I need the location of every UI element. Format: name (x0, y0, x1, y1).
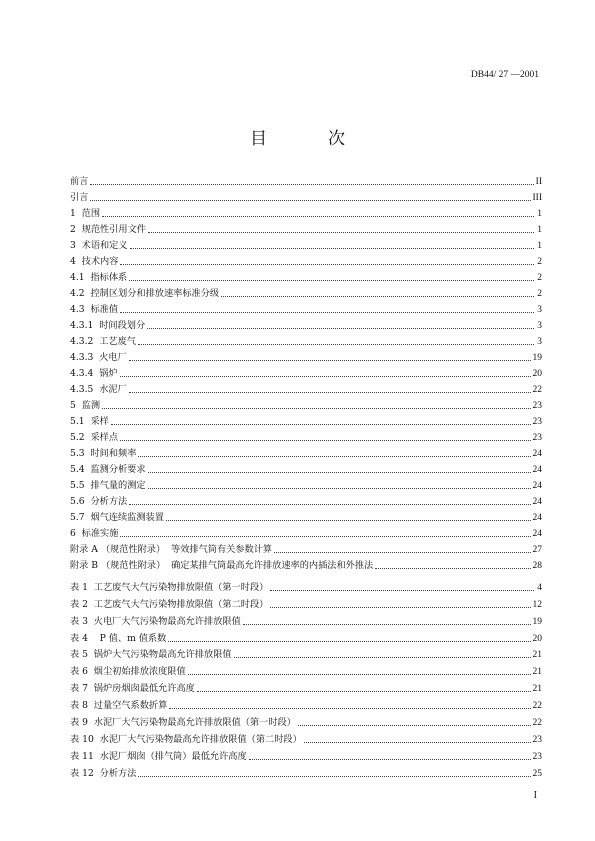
entry-page-number: 25 (532, 768, 542, 779)
toc-entry[interactable] (70, 556, 542, 572)
dot-leader (197, 691, 531, 692)
entry-label: 4.3.4 锅炉 (70, 368, 118, 379)
toc-entry[interactable] (70, 428, 542, 444)
entry-label: 表 11 水泥厂烟囱（排气筒）最低允许高度 (70, 750, 247, 762)
entry-page-number: 21 (532, 684, 542, 695)
entry-page-number: 3 (537, 305, 542, 315)
toc-entry[interactable] (70, 188, 542, 204)
dot-leader (148, 232, 534, 233)
entry-page-number: 19 (532, 353, 542, 363)
entry-label: 表 9 水泥厂大气污染物最高允许排放限值（第一时段） (70, 717, 296, 729)
toc-entry[interactable] (70, 380, 542, 396)
entry-label: 4.3.3 火电厂 (70, 352, 127, 363)
entry-page-number: 28 (532, 561, 542, 571)
dot-leader (129, 392, 531, 393)
entry-page-number: 27 (532, 545, 542, 555)
entry-label: 附录 B （规范性附录） 确定某排气筒最高允许排放速率的内插法和外推法 (70, 560, 374, 571)
dot-leader (120, 376, 531, 377)
dot-leader (304, 742, 531, 743)
toc-entry[interactable] (70, 364, 542, 380)
table-list-entry[interactable] (70, 611, 542, 628)
dot-leader (130, 248, 534, 249)
toc-entry[interactable] (70, 396, 542, 412)
entry-page-number: 24 (532, 465, 542, 475)
dot-leader (138, 776, 530, 777)
entry-label: 5.3 时间和频率 (70, 448, 137, 459)
dot-leader (120, 312, 534, 313)
entry-page-number: 1 (537, 241, 542, 251)
dot-leader (120, 440, 530, 441)
toc-entry[interactable] (70, 236, 542, 252)
entry-label: 5.7 烟气连续监测装置 (70, 512, 164, 523)
page-title: 目 次 (250, 129, 367, 149)
table-list-entry[interactable] (70, 729, 542, 746)
dot-leader (298, 725, 531, 726)
dot-leader (234, 657, 531, 658)
toc-entry[interactable] (70, 172, 542, 188)
entry-label: 5 监测 (70, 400, 101, 411)
entry-page-number: II (535, 177, 542, 187)
entry-page-number: 1 (537, 209, 542, 219)
dot-leader (102, 408, 530, 409)
entry-label: 5.4 监测分析要求 (70, 464, 146, 475)
entry-label: 3 术语和定义 (70, 240, 128, 251)
entry-page-number: 22 (532, 385, 542, 395)
dot-leader (274, 552, 530, 553)
entry-label: 表 12 分析方法 (70, 767, 137, 779)
entry-label: 前言 (70, 176, 89, 187)
entry-page-number: 3 (537, 337, 542, 347)
entry-label: 4.3 标准值 (70, 304, 119, 315)
entry-page-number: 2 (537, 257, 542, 267)
dot-leader (375, 568, 530, 569)
toc-entry[interactable] (70, 204, 542, 220)
dot-leader (129, 504, 530, 505)
entry-page-number: 24 (532, 513, 542, 523)
table-of-contents (70, 172, 542, 572)
dot-leader (249, 759, 531, 760)
toc-entry[interactable] (70, 524, 542, 540)
entry-label: 5.1 采样 (70, 416, 109, 427)
entry-label: 6 标准实施 (70, 528, 119, 539)
toc-entry[interactable] (70, 540, 542, 556)
entry-page-number: 3 (537, 321, 542, 331)
entry-label: 表 7 锅炉房烟囱最低允许高度 (70, 683, 195, 695)
entry-page-number: 23 (532, 401, 542, 411)
toc-entry[interactable] (70, 508, 542, 524)
entry-page-number: 2 (537, 273, 542, 283)
entry-page-number: 21 (532, 650, 542, 661)
entry-label: 表 4 P 值、m 值系数 (70, 632, 167, 644)
entry-label: 表 8 过量空气系数折算 (70, 700, 168, 712)
entry-page-number: 23 (532, 734, 542, 745)
entry-label: 附录 A （规范性附录） 等效排气筒有关参数计算 (70, 544, 273, 555)
table-list-entry[interactable] (70, 695, 542, 712)
table-list-entry[interactable] (70, 628, 542, 645)
dot-leader (90, 184, 533, 185)
toc-entry[interactable] (70, 332, 542, 348)
dot-leader (221, 296, 534, 297)
entry-label: 2 规范性引用文件 (70, 224, 146, 235)
entry-label: 5.6 分析方法 (70, 496, 128, 507)
toc-entry[interactable] (70, 348, 542, 364)
entry-label: 表 3 火电厂大气污染物最高允许排放限值 (70, 615, 241, 627)
entry-page-number: 2 (537, 289, 542, 299)
entry-label: 4.3.5 水泥厂 (70, 384, 127, 395)
table-list-entry[interactable] (70, 594, 542, 611)
dot-leader (138, 456, 530, 457)
dot-leader (129, 360, 531, 361)
entry-label: 4.3.1 时间段划分 (70, 320, 146, 331)
entry-label: 4 技术内容 (70, 256, 119, 267)
standard-code: DB44/ 27 —2001 (470, 70, 539, 80)
entry-page-number: 22 (532, 718, 542, 729)
entry-page-number: 20 (532, 633, 542, 644)
entry-label: 表 10 水泥厂大气污染物最高允许排放限值（第二时段） (70, 733, 302, 745)
entry-page-number: 19 (532, 616, 542, 627)
toc-entry[interactable] (70, 252, 542, 268)
table-list-entry[interactable] (70, 763, 542, 780)
table-list-entry[interactable] (70, 712, 542, 729)
dot-leader (148, 472, 531, 473)
dot-leader (188, 674, 531, 675)
entry-page-number: 1 (537, 225, 542, 235)
list-of-tables (70, 577, 542, 780)
table-list-entry[interactable] (70, 678, 542, 695)
toc-entry[interactable] (70, 460, 542, 476)
entry-page-number: 4 (537, 582, 542, 593)
dot-leader (102, 216, 534, 217)
entry-page-number: 21 (532, 667, 542, 678)
dot-leader (166, 520, 531, 521)
dot-leader (169, 708, 530, 709)
entry-page-number: III (532, 193, 542, 203)
entry-label: 1 范围 (70, 208, 101, 219)
entry-label: 表 1 工艺废气大气污染物排放限值（第一时段） (70, 581, 269, 593)
entry-label: 5.5 排气量的测定 (70, 480, 146, 491)
entry-page-number: 24 (532, 481, 542, 491)
entry-label: 表 2 工艺废气大气污染物排放限值（第二时段） (70, 598, 269, 610)
toc-entry[interactable] (70, 300, 542, 316)
entry-page-number: 24 (532, 449, 542, 459)
entry-page-number: 23 (532, 433, 542, 443)
dot-leader (168, 641, 530, 642)
table-list-entry[interactable] (70, 645, 542, 662)
entry-label: 表 6 烟尘初始排放浓度限值 (70, 666, 186, 678)
entry-label: 引言 (70, 192, 89, 203)
entry-page-number: 24 (532, 497, 542, 507)
dot-leader (270, 607, 530, 608)
entry-page-number: 24 (532, 529, 542, 539)
entry-label: 4.2 控制区划分和排放速率标准分级 (70, 288, 220, 299)
dot-leader (147, 328, 534, 329)
dot-leader (90, 200, 530, 201)
entry-page-number: 22 (532, 701, 542, 712)
entry-page-number: 12 (532, 599, 542, 610)
dot-leader (270, 590, 534, 591)
toc-entry[interactable] (70, 220, 542, 236)
dot-leader (129, 280, 534, 281)
footer-page-number: I (533, 790, 537, 801)
dot-leader (138, 344, 534, 345)
entry-label: 表 5 锅炉大气污染物最高允许排放限值 (70, 649, 232, 661)
toc-entry[interactable] (70, 412, 542, 428)
table-list-entry[interactable] (70, 661, 542, 678)
toc-entry[interactable] (70, 316, 542, 332)
entry-page-number: 20 (532, 369, 542, 379)
dot-leader (148, 488, 531, 489)
table-list-entry[interactable] (70, 577, 542, 594)
toc-entry[interactable] (70, 284, 542, 300)
entry-page-number: 23 (532, 751, 542, 762)
dot-leader (120, 264, 534, 265)
entry-label: 5.2 采样点 (70, 432, 119, 443)
entry-label: 4.3.2 工艺废气 (70, 336, 136, 347)
toc-entry[interactable] (70, 268, 542, 284)
dot-leader (111, 424, 531, 425)
dot-leader (120, 536, 530, 537)
toc-entry[interactable] (70, 476, 542, 492)
entry-page-number: 23 (532, 417, 542, 427)
table-list-entry[interactable] (70, 746, 542, 763)
toc-entry[interactable] (70, 444, 542, 460)
entry-label: 4.1 指标体系 (70, 272, 128, 283)
dot-leader (243, 624, 531, 625)
toc-entry[interactable] (70, 492, 542, 508)
